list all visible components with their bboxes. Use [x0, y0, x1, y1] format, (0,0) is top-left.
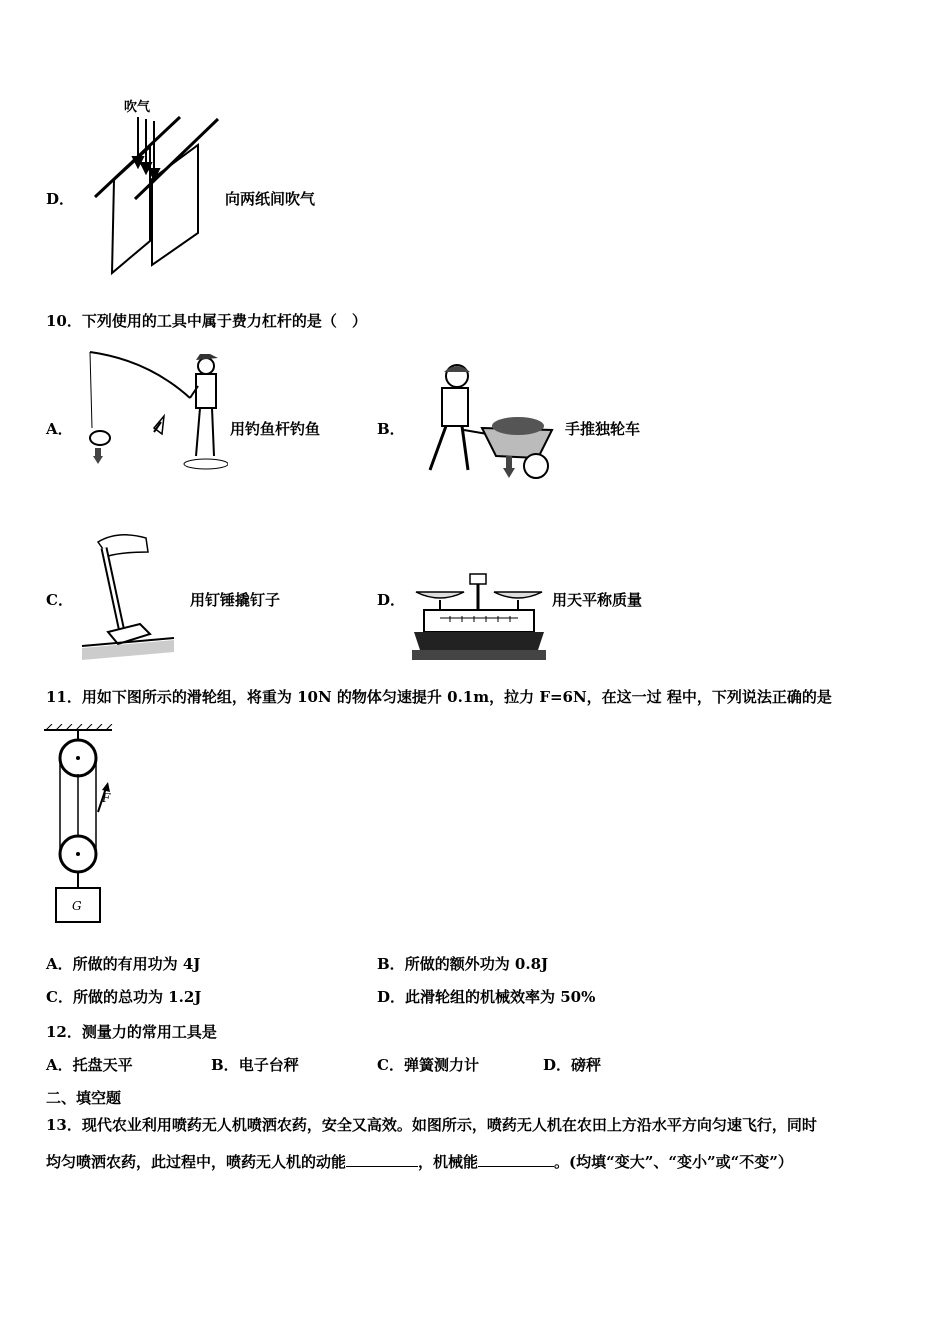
weight-g-label: G	[72, 899, 82, 913]
claw-hammer-figure	[78, 528, 178, 664]
q10-option-c-caption: 用钉锤撬钉子	[190, 591, 281, 609]
q11-option-a[interactable]	[46, 954, 200, 974]
q13-line1: 13．现代农业利用喷药无人机喷洒农药，安全又高效。如图所示，喷药无人机在农田上方沿水平方向匀速飞行，同时	[46, 1116, 817, 1134]
q10-option-a-caption: 用钓鱼杆钓鱼	[230, 420, 321, 438]
q11-option-c-text: 所做的总功为 1.2J	[72, 988, 202, 1006]
q11-option-b-label: B．	[377, 955, 405, 973]
q11-option-c[interactable]	[46, 987, 201, 1007]
q10-option-b-label: B．	[377, 420, 405, 438]
q11-stem: 11．用如下图所示的滑轮组，将重为 10N 的物体匀速提升 0.1m，拉力 F=6N，在这一过 程中，下列说法正确的是	[46, 688, 832, 706]
q11-option-a-label: A．	[46, 955, 73, 973]
q12-option-d-label: D．	[543, 1056, 572, 1074]
q11-option-b-text: 所做的额外功为 0.8J	[404, 955, 549, 973]
fishing-rod-figure	[78, 346, 228, 478]
q9-option-d-caption: 向两纸间吹气	[225, 190, 316, 208]
q11-option-d-label: D．	[377, 988, 406, 1006]
q13-text-a: 均匀喷洒农药，此过程中，喷药无人机的动能	[46, 1153, 347, 1171]
q11-option-d[interactable]	[377, 987, 595, 1007]
q12-option-d-text: 磅秤	[571, 1056, 602, 1074]
figure-blow-air-label: 吹气	[124, 100, 151, 115]
q13-text-c: 。(均填“变大”、“变小”或“不变”）	[554, 1153, 793, 1171]
q12-option-c[interactable]	[377, 1055, 479, 1075]
q13-blank-mechanical-energy[interactable]	[478, 1152, 554, 1167]
q12-option-b[interactable]	[211, 1055, 299, 1075]
q12-option-c-label: C．	[377, 1056, 404, 1074]
q12-option-d[interactable]	[543, 1055, 601, 1075]
q13-text-b: ，机械能	[418, 1153, 479, 1171]
q12-option-a[interactable]	[46, 1055, 133, 1075]
q11-option-d-text: 此滑轮组的机械效率为 50%	[405, 988, 596, 1006]
q13-blank-kinetic-energy[interactable]	[346, 1152, 418, 1167]
q9-option-d-label: D．	[46, 190, 75, 208]
q12-option-c-text: 弹簧测力计	[403, 1056, 479, 1074]
q12-option-a-label: A．	[46, 1056, 73, 1074]
blow-air-between-papers-figure	[90, 95, 225, 280]
section-title: 二、填空题	[46, 1089, 122, 1107]
q12-option-b-text: 电子台秤	[238, 1056, 299, 1074]
q13-line2	[46, 1152, 793, 1172]
q11-option-b[interactable]	[377, 954, 548, 974]
q11-option-a-text: 所做的有用功为 4J	[72, 955, 201, 973]
q10-stem: 10．下列使用的工具中属于费力杠杆的是（ ）	[46, 312, 367, 330]
wheelbarrow-figure	[412, 360, 562, 486]
q12-option-a-text: 托盘天平	[72, 1056, 133, 1074]
force-f-label: F	[102, 791, 111, 805]
pulley-system-figure	[42, 724, 122, 924]
q10-option-c-label: C．	[46, 591, 73, 609]
q12-stem: 12．测量力的常用工具是	[46, 1023, 217, 1041]
q10-option-a-label: A．	[46, 420, 73, 438]
q10-option-b-caption: 手推独轮车	[565, 420, 641, 438]
balance-scale-figure	[410, 570, 548, 664]
q10-option-d-label: D．	[377, 591, 406, 609]
q11-option-c-label: C．	[46, 988, 73, 1006]
q10-option-d-caption: 用天平称质量	[552, 591, 643, 609]
q12-option-b-label: B．	[211, 1056, 239, 1074]
